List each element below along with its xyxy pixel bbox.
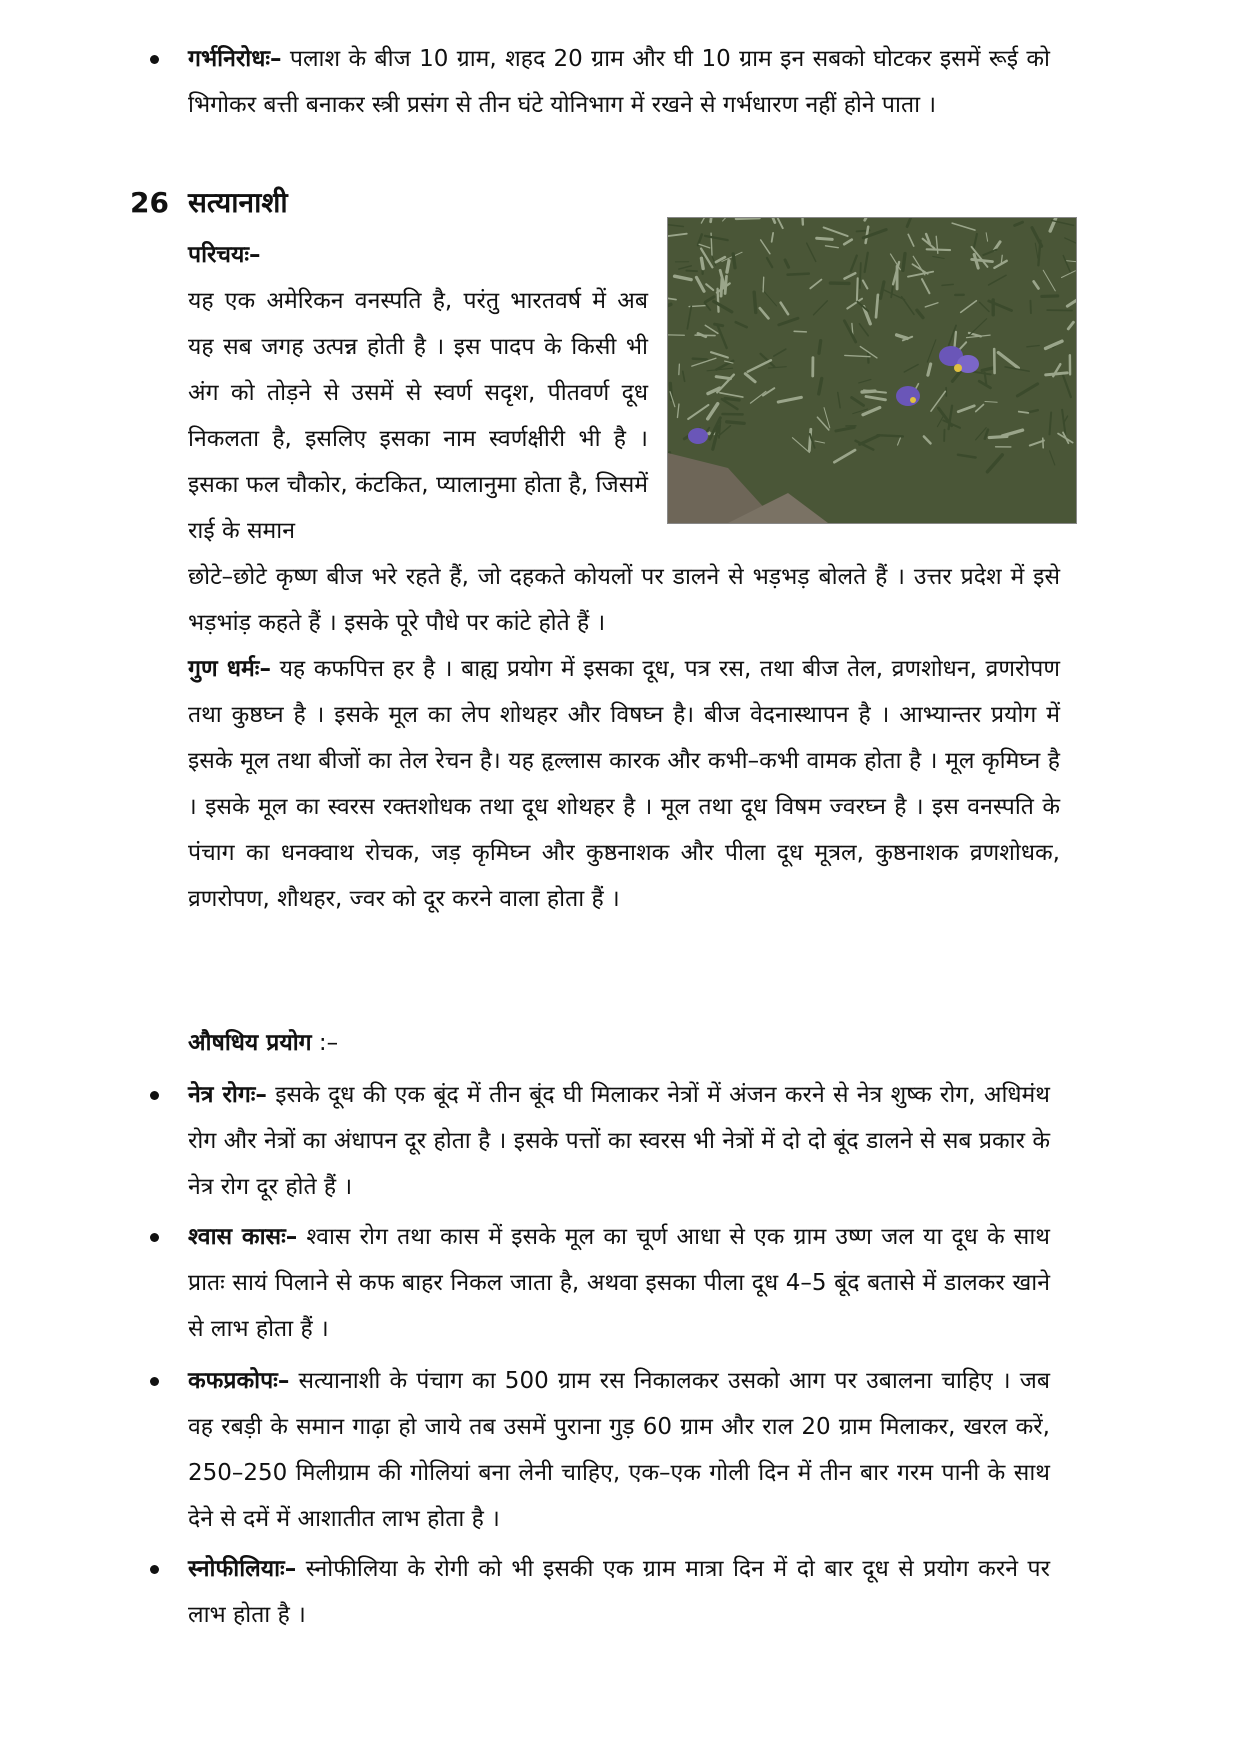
bullet-contraception xyxy=(150,36,1050,128)
bullet-text: स्नोफीलिया के रोगी को भी इसकी एक ग्राम मात्रा दिन में दो बार दूध से प्रयोग करने पर लाभ होता है । xyxy=(188,1556,1050,1628)
bullet-dot xyxy=(150,1233,159,1242)
bullet-body xyxy=(188,36,1050,128)
intro-paragraph-bottom: छोटे–छोटे कृष्ण बीज भरे रहते हैं, जो दहकते कोयलों पर डालने से भड़भड़ बोलते हैं । उत्तर प्रदेश में इसे भड़भांड़ कहते हैं । इसके पूरे पौधे पर कांटे होते हैं । xyxy=(188,564,1060,636)
bullet-term: श्वास कासः– xyxy=(188,1224,298,1250)
properties-paragraph xyxy=(188,646,1060,922)
properties-label: गुण धर्मः– xyxy=(188,656,271,682)
uses-heading-suffix: :– xyxy=(311,1030,339,1056)
bullet-body xyxy=(188,1358,1050,1542)
bullet-asthma-cough xyxy=(150,1214,1050,1352)
section-number: 26 xyxy=(130,186,169,219)
bullet-body xyxy=(188,1072,1050,1210)
properties-text: यह कफपित्त हर है । बाह्य प्रयोग में इसका दूध, पत्र रस, तथा बीज तेल, व्रणशोधन, व्रणरोपण तथा कुष्ठघ्न है । इसके मूल का लेप शोथहर और विषघ्न है। बीज वेदनास्थापन है । आभ्यान्तर प्रयोग में इसके मूल तथा बीजों का तेल रेचन है। यह हृल्लास कारक और कभी–कभी वामक होता है । मूल कृमिघ्न है । इसके मूल का स्वरस रक्तशोधक तथा दूध शोथहर है । मूल तथा दूध विषम ज्वरघ्न है । इस वनस्पति के पंचाग का धनक्वाथ रोचक, जड़ कृमिघ्न और कुष्ठनाशक और पीला दूध मूत्रल, कुष्ठनाशक व्रणशोधक, व्रणरोपण, शौथहर, ज्वर को दूर करने वाला होता हैं । xyxy=(188,656,1061,912)
bullet-term: स्नोफीलियाः– xyxy=(188,1556,297,1582)
bullet-term: नेत्र रोगः– xyxy=(188,1082,267,1108)
intro-label xyxy=(188,232,648,278)
uses-heading-text: औषधिय प्रयोग xyxy=(188,1030,312,1056)
bullet-eosinophilia xyxy=(150,1546,1050,1638)
bullet-dot xyxy=(150,1091,159,1100)
bullet-eye-disease xyxy=(150,1072,1050,1210)
intro-label-text: परिचयः– xyxy=(188,242,261,268)
bullet-body xyxy=(188,1214,1050,1352)
bullet-dot xyxy=(150,1565,159,1574)
bullet-term: कफप्रकोपः– xyxy=(188,1368,290,1394)
plant-photo xyxy=(667,217,1077,524)
bullet-text: सत्यानाशी के पंचाग का 500 ग्राम रस निकालकर उसको आग पर उबालना चाहिए । जब वह रबड़ी के समान गाढ़ा हो जाये तब उसमें पुराना गुड़ 60 ग्राम और राल 20 ग्राम मिलाकर, खरल करें, 250–250 मिलीग्राम की गोलियां बना लेनी चाहिए, एक–एक गोली दिन में तीन बार गरम पानी के साथ देने से दमें में आशातीत लाभ होता है । xyxy=(188,1368,1050,1532)
intro-paragraph-top: यह एक अमेरिकन वनस्पति है, परंतु भारतवर्ष में अब यह सब जगह उत्पन्न होती है । इस पादप के किसी भी अंग को तोड़ने से उसमें से स्वर्ण सदृश, पीतवर्ण दूध निकलता है, इसलिए इसका नाम स्वर्णक्षीरी भी है । इसका फल चौकोर, कंटकित, प्यालानुमा होता है, जिसमें राई के समान xyxy=(188,288,648,544)
section-title: सत्यानाशी xyxy=(188,186,288,219)
plant-photo-illustration xyxy=(668,218,1076,523)
bullet-dot xyxy=(150,55,159,64)
section-heading xyxy=(130,183,288,221)
bullet-term: गर्भनिरोधः– xyxy=(188,46,282,72)
uses-heading xyxy=(188,1020,1060,1066)
bullet-body xyxy=(188,1546,1050,1638)
bullet-dot xyxy=(150,1377,159,1386)
bullet-text: इसके दूध की एक बूंद में तीन बूंद घी मिलाकर नेत्रों में अंजन करने से नेत्र शुष्क रोग, अधिमंथ रोग और नेत्रों का अंधापन दूर होता है । इसके पत्तों का स्वरस भी नेत्रों में दो दो बूंद डालने से सब प्रकार के नेत्र रोग दूर होते हैं । xyxy=(188,1082,1050,1200)
bullet-text: श्वास रोग तथा कास में इसके मूल का चूर्ण आधा से एक ग्राम उष्ण जल या दूध के साथ प्रातः सायं पिलाने से कफ बाहर निकल जाता है, अथवा इसका पीला दूध 4–5 बूंद बतासे में डालकर खाने से लाभ होता हैं । xyxy=(188,1224,1050,1342)
bullet-text: पलाश के बीज 10 ग्राम, शहद 20 ग्राम और घी 10 ग्राम इन सबको घोटकर इसमें रूई को भिगोकर बत्ती बनाकर स्त्री प्रसंग से तीन घंटे योनिभाग में रखने से गर्भधारण नहीं होने पाता । xyxy=(188,46,1050,118)
bullet-phlegm xyxy=(150,1358,1050,1542)
